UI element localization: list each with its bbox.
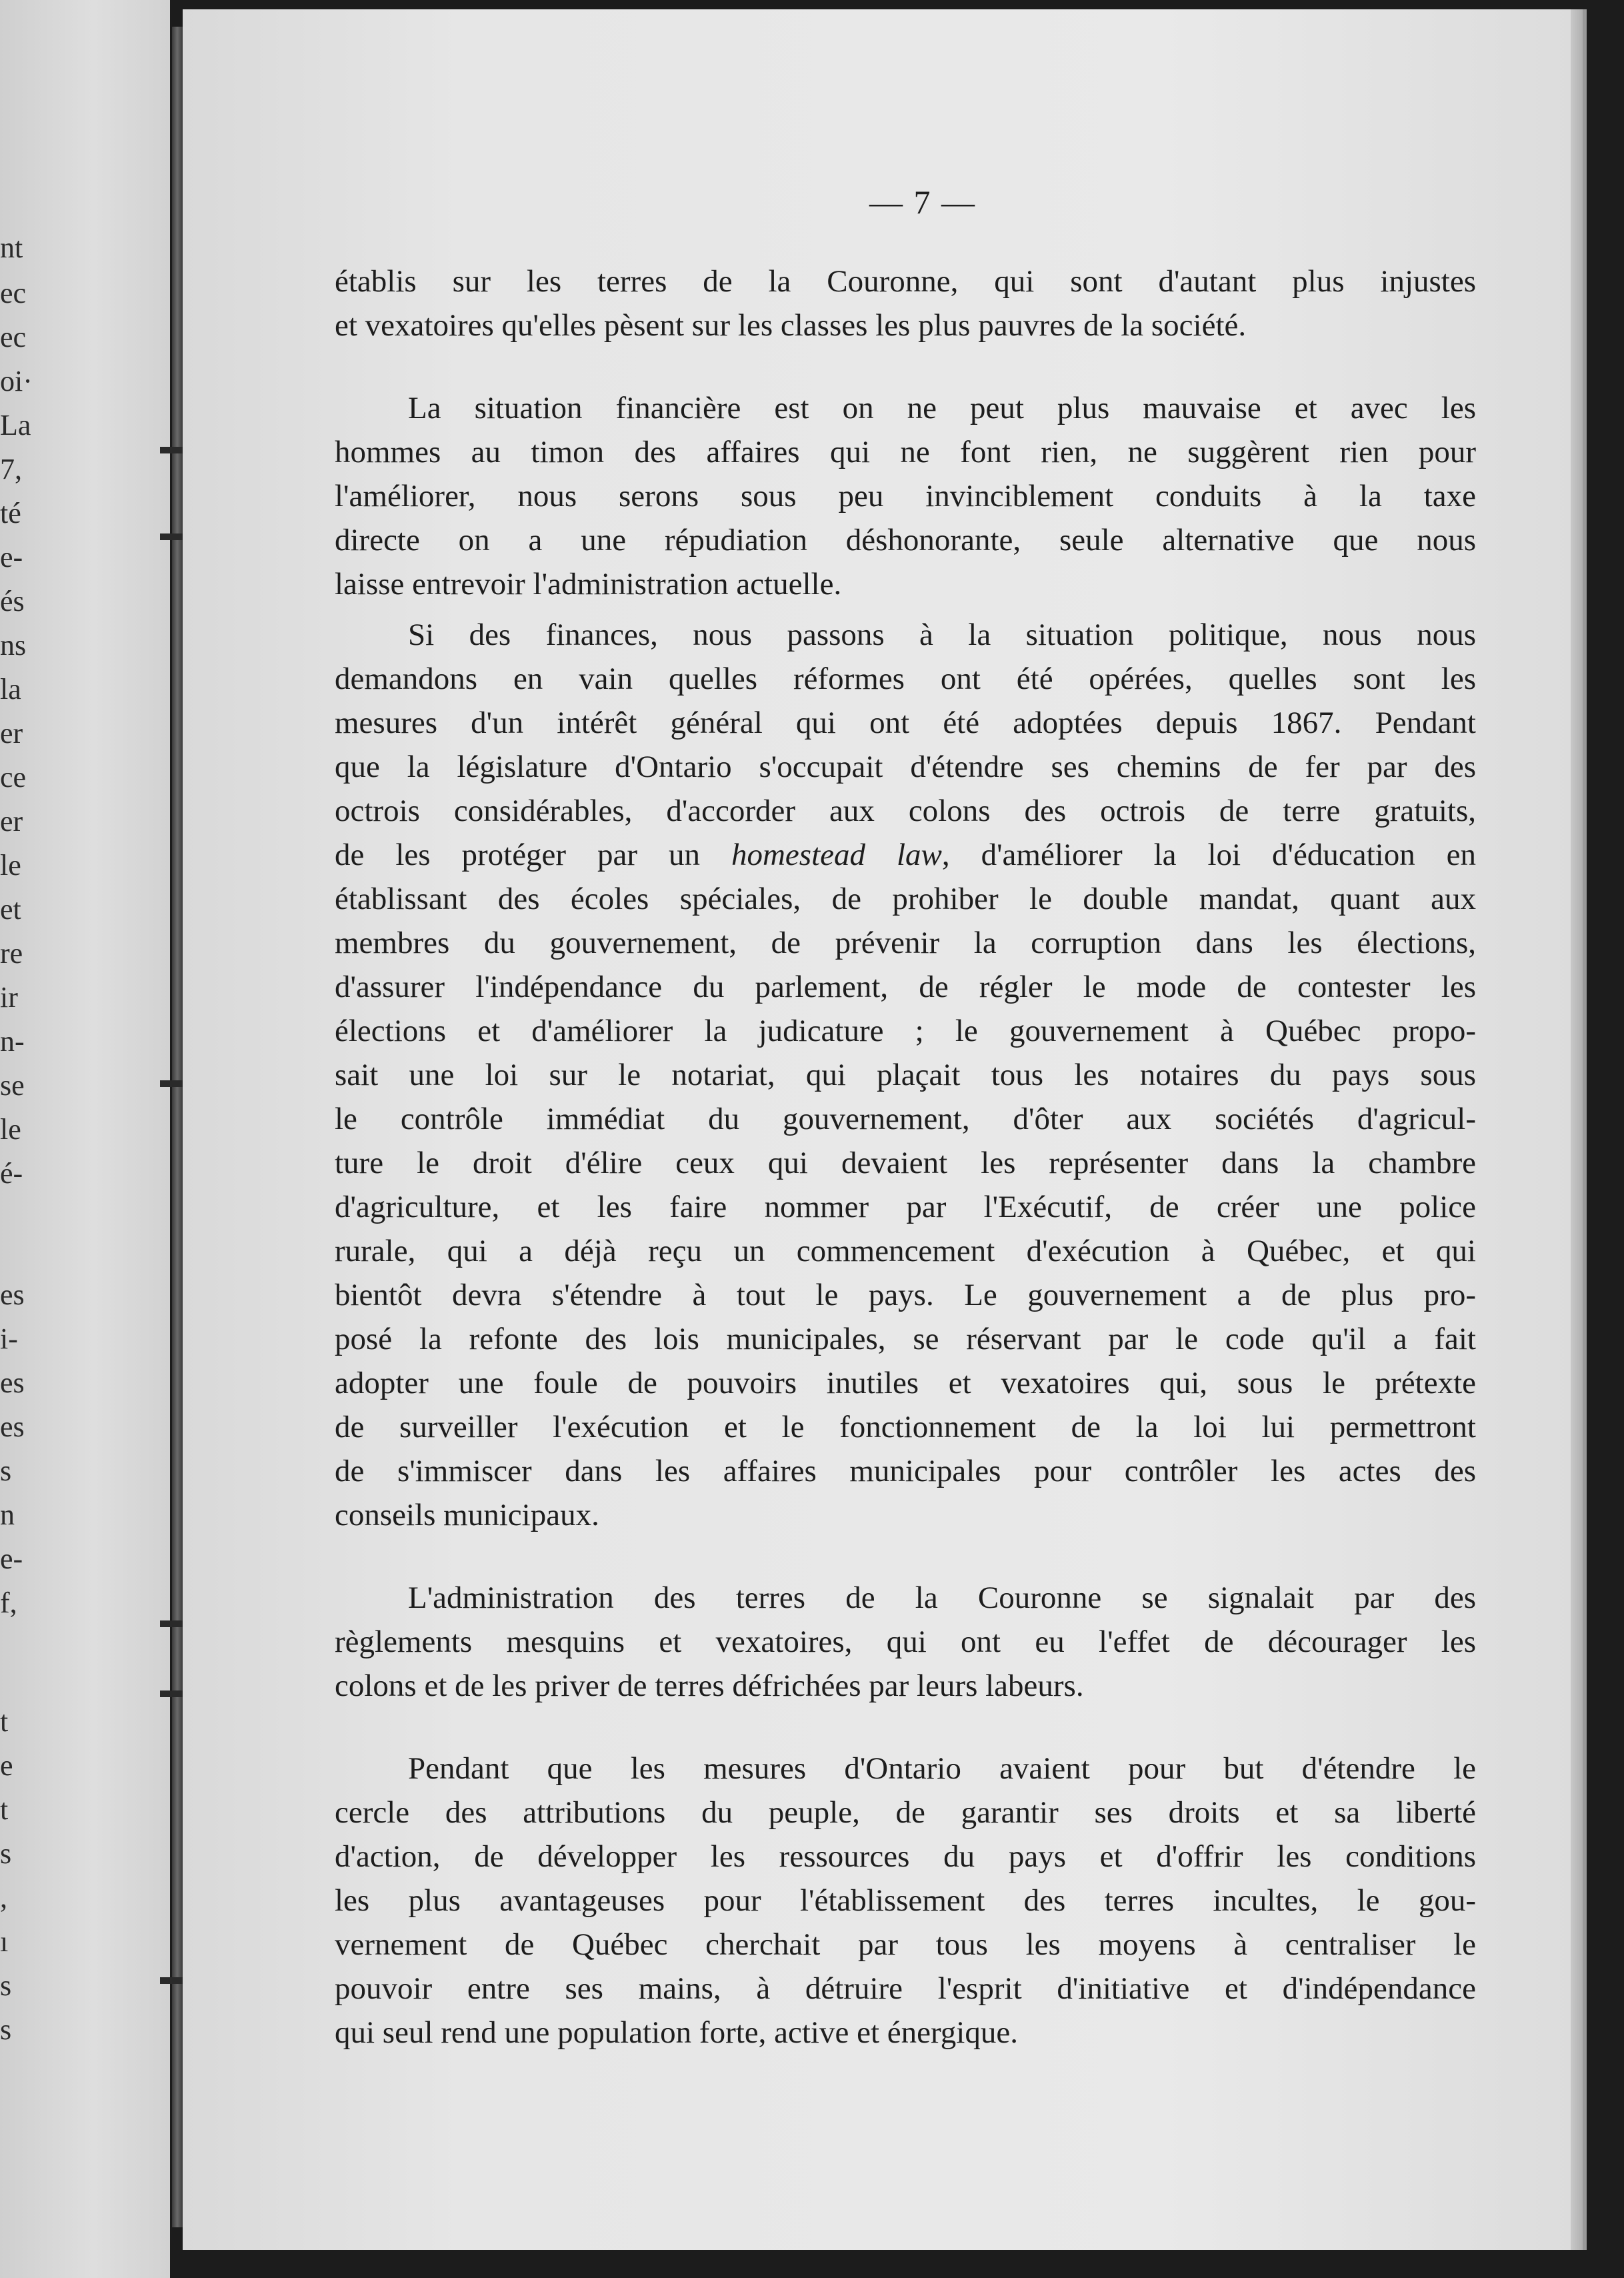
left-fragment: s [0,1837,12,1870]
left-fragment: , [0,1881,7,1914]
left-fragment: re [0,937,23,970]
text-line: pouvoir entre ses mains, à détruire l'esprit d'initiative et d'indépendance [335,1971,1476,2006]
italic-phrase: homestead law [731,838,942,872]
text-line: colons et de les priver de terres défrichées par leurs labeurs. [335,1668,1084,1703]
text-line: d'agriculture, et les faire nommer par l'Exécutif, de créer une police [335,1190,1476,1224]
page-edge [1571,9,1583,2250]
paragraph [335,259,1476,347]
left-fragment: és [0,585,25,618]
text-line: hommes au timon des affaires qui ne font rien, ne suggèrent rien pour [335,435,1476,469]
left-fragment: i- [0,1322,18,1355]
text-line: de surveiller l'exécution et le fonctionnement de la loi lui permettront [335,1410,1476,1444]
text-line: règlements mesquins et vexatoires, qui ont eu l'effet de décourager les [335,1624,1476,1659]
left-fragment: n [0,1498,15,1531]
text-line: établissant des écoles spéciales, de prohiber le double mandat, quant aux [335,882,1476,916]
text-line: de s'immiscer dans les affaires municipales pour contrôler les actes des [335,1454,1476,1488]
left-fragment: es [0,1366,25,1399]
text-segment: de les protéger par un [335,838,701,872]
text-line: l'améliorer, nous serons sous peu invinciblement conduits à la taxe [335,479,1476,513]
paragraph [335,1576,1476,1708]
text-line: conseils municipaux. [335,1498,599,1532]
left-fragment: té [0,497,21,529]
text-line: La situation financière est on ne peut plus mauvaise et avec les [408,391,1476,425]
left-fragment: le [0,849,21,882]
text-line: ture le droit d'élire ceux qui devaient les représenter dans la chambre [335,1146,1476,1180]
text-line: laisse entrevoir l'administration actuelle. [335,567,842,602]
left-fragment: ns [0,629,27,662]
left-fragment: e- [0,1542,23,1575]
text-line: Si des finances, nous passons à la situation politique, nous nous [408,618,1476,652]
left-fragment: 7, [0,453,22,485]
left-fragment: e- [0,541,23,574]
text-line: demandons en vain quelles réformes ont été opérées, quelles sont les [335,662,1476,696]
left-fragment: le [0,1113,21,1146]
left-fragment: nt [0,231,23,264]
text-line: directe on a une répudiation déshonorante, seule alternative que nous [335,523,1476,557]
left-fragment: se [0,1069,25,1102]
text-line: d'assurer l'indépendance du parlement, de régler le mode de contester les [335,970,1476,1004]
text-line: et vexatoires qu'elles pèsent sur les classes les plus pauvres de la société. [335,308,1247,343]
left-fragment: s [0,1454,12,1487]
left-fragment: f, [0,1586,17,1619]
left-fragment: et [0,893,21,926]
left-fragment: s [0,2013,12,2046]
text-line: sait une loi sur le notariat, qui plaçait tous les notaires du pays sous [335,1058,1476,1092]
left-fragment: t [0,1793,9,1826]
text-line: que la législature d'Ontario s'occupait d'étendre ses chemins de fer par des [335,750,1476,784]
text-line: qui seul rend une population forte, active et énergique. [335,2015,1018,2050]
text-line: cercle des attributions du peuple, de garantir ses droits et sa liberté [335,1795,1476,1830]
text-line: L'administration des terres de la Couronne se signalait par des [408,1580,1476,1615]
text-line: les plus avantageuses pour l'établissement des terres incultes, le gou- [335,1883,1476,1918]
text-line: le contrôle immédiat du gouvernement, d'ôter aux sociétés d'agricul- [335,1102,1476,1136]
book-page [183,9,1583,2250]
left-fragment: é- [0,1157,23,1190]
left-fragment: t [0,1705,9,1738]
text-line: rurale, qui a déjà reçu un commencement d'exécution à Québec, et qui [335,1234,1476,1268]
left-fragment: n- [0,1025,25,1058]
left-fragment: ec [0,277,27,309]
paragraph [335,613,1476,1537]
left-fragment: ir [0,981,18,1014]
paragraph [335,386,1476,606]
body-text [335,259,1476,2055]
left-fragment: es [0,1410,25,1443]
book-binding [172,27,183,2227]
left-fragment: s [0,1969,12,2002]
left-fragment: ce [0,761,27,794]
text-line: établis sur les terres de la Couronne, qui sont d'autant plus injustes [335,264,1476,299]
page-number: — 7 — [869,183,976,221]
left-fragment: La [0,409,31,441]
text-line: adopter une foule de pouvoirs inutiles et vexatoires qui, sous le prétexte [335,1366,1476,1400]
left-fragment: e [0,1749,13,1782]
left-fragment: ec [0,321,27,353]
text-line: octrois considérables, d'accorder aux colons des octrois de terre gratuits, [335,794,1476,828]
text-line: vernement de Québec cherchait par tous les moyens à centraliser le [335,1927,1476,1962]
text-line: d'action, de développer les ressources du pays et d'offrir les conditions [335,1839,1476,1874]
left-fragment: es [0,1278,25,1311]
left-fragment: la [0,673,21,706]
left-fragment: oi· [0,365,33,397]
text-line: posé la refonte des lois municipales, se réservant par le code qu'il a fait [335,1322,1476,1356]
text-line: Pendant que les mesures d'Ontario avaient pour but d'étendre le [408,1751,1476,1786]
text-line: bientôt devra s'étendre à tout le pays. Le gouvernement a de plus pro- [335,1278,1476,1312]
text-line: élections et d'améliorer la judicature ; le gouvernement à Québec propo- [335,1014,1476,1048]
text-line: membres du gouvernement, de prévenir la corruption dans les élections, [335,926,1476,960]
left-fragment: ı [0,1925,9,1958]
left-fragment: er [0,717,23,750]
left-fragment: er [0,805,23,838]
text-segment: , d'améliorer la loi d'éducation en [941,838,1477,872]
text-line: mesures d'un intérêt général qui ont été adoptées depuis 1867. Pendant [335,706,1476,740]
left-page-sliver [0,0,170,2278]
text-line-with-italic [335,833,1476,877]
paragraph [335,1747,1476,2055]
